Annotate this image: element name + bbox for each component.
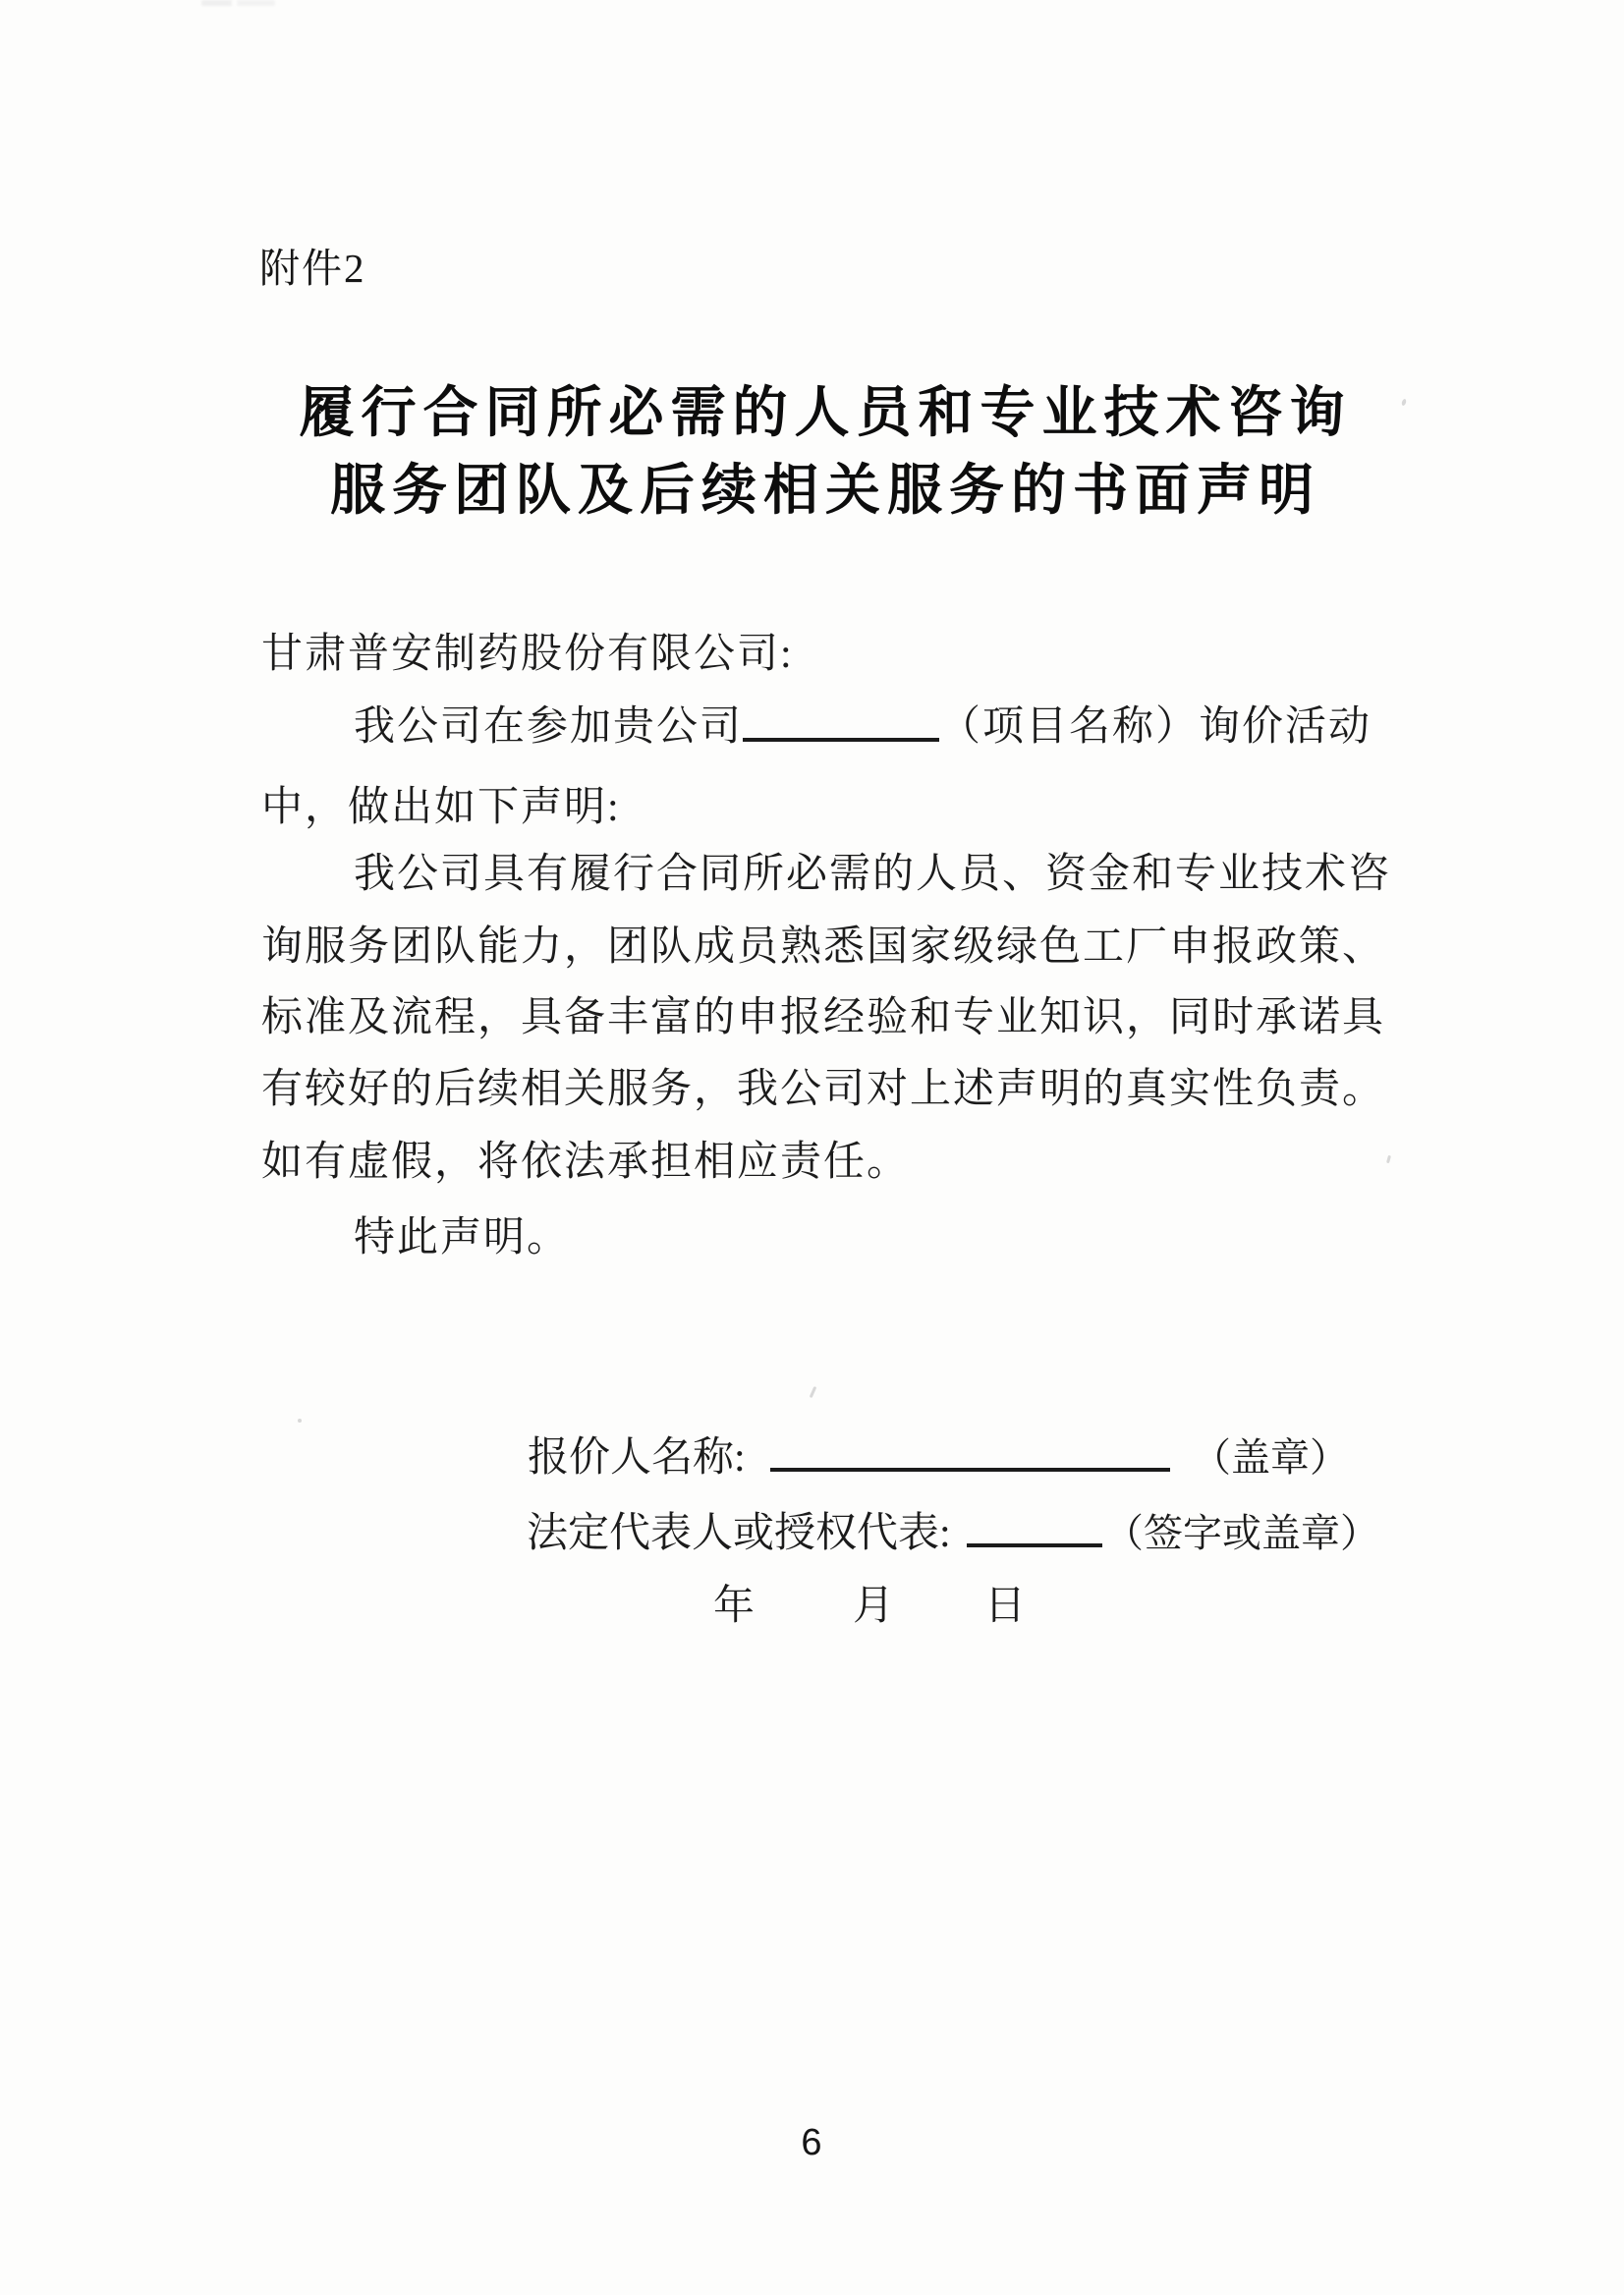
- document-title-line1: 履行合同所必需的人员和专业技术咨询: [299, 383, 1352, 444]
- scan-speck: [810, 1386, 817, 1398]
- body-line: 如有虚假，将依法承担相应责任。: [261, 1140, 911, 1185]
- project-name-text-before: 我公司在参加贵公司: [354, 704, 744, 750]
- body-line: 有较好的后续相关服务，我公司对上述声明的真实性负责。: [261, 1067, 1386, 1112]
- body-line: 标准及流程，具备丰富的申报经验和专业知识，同时承诺具: [261, 995, 1386, 1040]
- project-name-line: [261, 694, 1421, 753]
- body-line: 询服务团队能力，团队成员熟悉国家级绿色工厂申报政策、: [261, 924, 1386, 970]
- bidder-name-blank-line: [770, 1468, 1170, 1472]
- representative-blank-line: [967, 1543, 1102, 1547]
- document-title-line2: 服务团队及后续相关服务的书面声明: [330, 461, 1320, 522]
- bidder-seal-note: （盖章）: [1192, 1435, 1349, 1480]
- representative-label: 法定代表人或授权代表:: [527, 1511, 951, 1556]
- body-line: 我公司具有履行合同所必需的人员、资金和专业技术咨: [354, 852, 1392, 897]
- salutation-line: 甘肃普安制药股份有限公司:: [261, 632, 794, 677]
- scan-speck: [298, 1419, 302, 1423]
- closing-statement-line: 特此声明。: [354, 1215, 571, 1260]
- representative-sign-note: （签字或盖章）: [1104, 1511, 1379, 1555]
- project-name-blank-line: [743, 699, 939, 742]
- bidder-name-label: 报价人名称:: [528, 1435, 746, 1481]
- scan-smudge: [201, 0, 275, 6]
- page-number: 6: [801, 2122, 822, 2163]
- document-title: [157, 375, 1493, 531]
- date-month-label: 月: [853, 1584, 895, 1629]
- date-year-label: 年: [713, 1584, 756, 1629]
- date-day-label: 日: [984, 1584, 1027, 1629]
- body-line: 中，做出如下声明:: [261, 785, 621, 830]
- attachment-label: 附件2: [259, 246, 366, 291]
- project-name-text-after: （项目名称）询价活动: [939, 704, 1372, 750]
